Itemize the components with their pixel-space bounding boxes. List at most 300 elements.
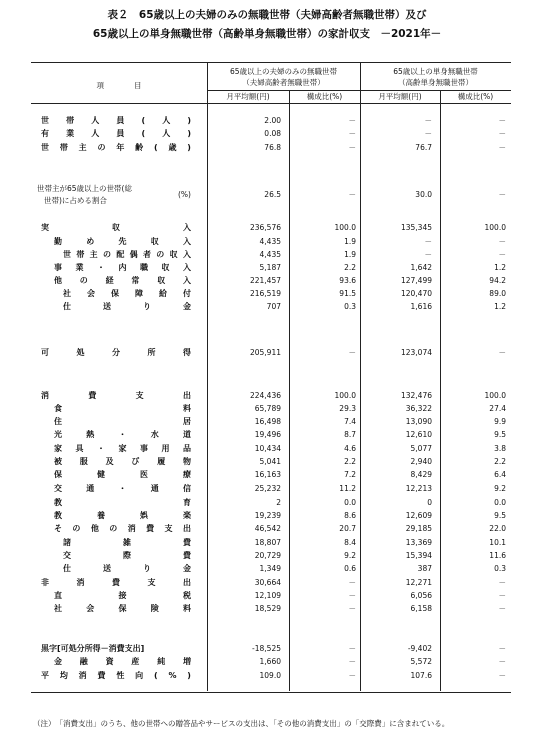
row-label-char: 得	[183, 348, 191, 357]
cell-single-monthly: －	[424, 129, 432, 138]
row-label-char: 障	[135, 289, 143, 298]
row-label-char: 業	[66, 129, 75, 138]
cell-couple-ratio: －	[348, 604, 356, 613]
cell-couple-ratio: －	[348, 644, 356, 653]
cell-single-monthly: 123,074	[400, 348, 432, 357]
row-label-char: 家	[118, 444, 127, 453]
row-label-char: 資	[105, 657, 114, 666]
header-group2-line2: （高齢単身無職世帯）	[398, 78, 473, 87]
cell-single-monthly: -9,402	[407, 644, 432, 653]
cell-single-monthly: 2,940	[410, 457, 432, 466]
row-label	[54, 236, 191, 248]
row-label-char: 金	[54, 657, 62, 666]
row-label-char: 保	[118, 604, 127, 613]
row-label	[54, 603, 191, 615]
row-label-char: の	[156, 250, 165, 259]
row-label-char: び	[131, 457, 140, 466]
row-label-char: 送	[103, 564, 111, 573]
header-divider	[207, 90, 511, 91]
row-label-char: 費	[112, 578, 120, 587]
cell-single-ratio: －	[498, 250, 506, 259]
row-label-char: 員	[116, 129, 125, 138]
cell-couple-monthly: 4,435	[259, 250, 281, 259]
row-label-char: 事	[54, 263, 62, 272]
cell-single-ratio: －	[498, 671, 506, 680]
row-label-char: 所	[147, 348, 156, 357]
cell-single-ratio: 9.2	[494, 484, 506, 493]
cell-couple-monthly: 221,457	[249, 276, 281, 285]
row-label	[54, 262, 191, 274]
cell-couple-ratio: －	[348, 116, 356, 125]
row-label-char: 入	[183, 223, 191, 232]
row-label-char: 被	[54, 457, 62, 466]
cell-couple-ratio: 0.6	[344, 564, 356, 573]
cell-couple-ratio: 91.5	[339, 289, 356, 298]
row-label-char: 勤	[54, 237, 62, 246]
row-label-char: (	[141, 129, 146, 138]
cell-single-ratio: 2.2	[494, 457, 506, 466]
cell-couple-monthly: 707	[266, 302, 281, 311]
row-label-char: 費	[97, 671, 106, 680]
cell-couple-monthly: 205,911	[249, 348, 281, 357]
row-label-char: 費	[88, 391, 97, 400]
row-label-char: 実	[41, 223, 49, 232]
header-ratio-1: 構成比(%)	[306, 92, 343, 101]
row-label-char: 居	[183, 417, 191, 426]
row-label-char: 楽	[183, 511, 191, 520]
row-label-char: 支	[164, 524, 173, 533]
row-label-char: 員	[116, 116, 125, 125]
cell-single-ratio: 0.3	[494, 564, 506, 573]
header-monthly-1: 月平均額(円)	[226, 92, 270, 101]
cell-single-ratio: 27.4	[489, 404, 506, 413]
row-label-char: 費	[183, 538, 191, 547]
cell-couple-monthly: 5,041	[259, 457, 281, 466]
row-label-char: 収	[161, 263, 170, 272]
row-label-char: の	[79, 276, 88, 285]
cell-single-ratio: 1.2	[494, 263, 506, 272]
cell-couple-monthly: 16,163	[254, 470, 281, 479]
col-divider-item	[207, 62, 208, 691]
row-label-char: 人	[91, 116, 100, 125]
row-label-char: 具	[75, 444, 84, 453]
cell-couple-ratio: 8.4	[344, 538, 356, 547]
row-label-char: 雑	[123, 538, 131, 547]
row-label-line2: 世帯)に占める割合	[44, 196, 107, 205]
row-label-char: 保	[54, 470, 62, 479]
cell-couple-monthly: 12,109	[254, 591, 281, 600]
row-label	[54, 590, 191, 602]
cell-couple-monthly: 25,232	[254, 484, 281, 493]
row-label-char: 熱	[86, 430, 95, 439]
row-label	[41, 670, 191, 682]
cell-couple-monthly: 5,187	[259, 263, 281, 272]
cell-couple-monthly: 1,660	[259, 657, 281, 666]
row-label	[63, 563, 191, 575]
row-label-char: 収	[112, 223, 120, 232]
row-label	[54, 656, 191, 668]
row-label	[54, 523, 191, 535]
cell-couple-monthly: 76.8	[264, 143, 281, 152]
col-divider-ratio2	[440, 90, 441, 691]
row-label-char: 内	[118, 263, 127, 272]
row-label-char: 平	[41, 671, 49, 680]
cell-single-monthly: 8,429	[410, 470, 432, 479]
header-group1-line2: （夫婦高齢者無職世帯）	[242, 78, 325, 87]
row-label	[54, 456, 191, 468]
cell-couple-ratio: 29.3	[339, 404, 356, 413]
row-label-char: 出	[182, 391, 191, 400]
row-label-char: 養	[97, 511, 105, 520]
row-label-char: 均	[59, 671, 68, 680]
cell-couple-ratio: 8.7	[344, 430, 356, 439]
row-label-char: 収	[150, 237, 159, 246]
row-label-char: 水	[150, 430, 159, 439]
row-label-char: 消	[127, 524, 136, 533]
footnote: （注） 「消費支出」のうち、他の世帯への贈答品やサービスの支出は、「その他の消費支出」の「交際費」に含まれている。	[33, 719, 450, 728]
row-label-char: 費	[183, 551, 191, 560]
row-label-char: 業	[75, 263, 84, 272]
row-label-char: 人	[162, 116, 171, 125]
cell-couple-ratio: －	[348, 591, 356, 600]
row-label-char: 料	[183, 604, 191, 613]
row-label-char: 社	[63, 289, 71, 298]
row-label-char: 年	[116, 143, 125, 152]
cell-single-monthly: 12,271	[405, 578, 432, 587]
row-label	[41, 577, 191, 589]
cell-couple-ratio: －	[348, 348, 356, 357]
cell-single-monthly: 5,572	[410, 657, 432, 666]
row-label-char: の	[72, 524, 81, 533]
cell-single-monthly: 132,476	[400, 391, 432, 400]
row-label-char: 純	[157, 657, 166, 666]
row-label: 世帯主が65歳以上の世帯(総	[37, 184, 132, 193]
row-label-char: の	[102, 250, 111, 259]
header-group2-line1: 65歳以上の単身無職世帯	[393, 67, 478, 76]
cell-couple-ratio: －	[348, 671, 356, 680]
row-label	[54, 483, 191, 495]
cell-single-ratio: －	[498, 143, 506, 152]
cell-single-monthly: 76.7	[415, 143, 432, 152]
cell-couple-ratio: 1.9	[344, 250, 356, 259]
row-label-char: 収	[169, 250, 178, 259]
cell-single-ratio: 0.0	[494, 498, 506, 507]
row-label-char: の	[109, 524, 118, 533]
row-label-char: 人	[162, 129, 171, 138]
row-label-char: 道	[183, 430, 191, 439]
row-label-char: 世	[63, 250, 71, 259]
row-label-char: 消	[76, 578, 85, 587]
row-label-char: め	[86, 237, 95, 246]
row-label-char: 増	[182, 657, 191, 666]
cell-couple-monthly: 216,519	[249, 289, 281, 298]
row-label-char: 医	[140, 470, 148, 479]
row-label-char: 物	[182, 457, 191, 466]
cell-single-ratio: 11.6	[489, 551, 506, 560]
cell-couple-monthly: 46,542	[254, 524, 281, 533]
table-title-line1: 表２ 65歳以上の夫婦のみの無職世帯（夫婦高齢者無職世帯）及び	[107, 9, 427, 21]
row-label-char: 家	[54, 444, 62, 453]
row-label-char: 性	[116, 671, 125, 680]
row-label-char: 会	[86, 604, 95, 613]
row-label	[54, 497, 191, 509]
row-label-char: 他	[54, 276, 62, 285]
row-label-char: 育	[183, 498, 191, 507]
row-label-char: 教	[54, 498, 62, 507]
cell-couple-ratio: 8.6	[344, 511, 356, 520]
header-item: 項 目	[96, 81, 142, 90]
row-label-char: そ	[54, 524, 62, 533]
row-label-char: 者	[142, 250, 151, 259]
cell-single-ratio: 6.4	[494, 470, 506, 479]
row-label-char: 健	[97, 470, 105, 479]
cell-couple-ratio: 20.7	[339, 524, 356, 533]
row-label-char: 事	[140, 444, 148, 453]
cell-couple-monthly: 26.5	[264, 190, 281, 199]
row-label-char: 仕	[63, 564, 71, 573]
row-label-char: 品	[183, 444, 191, 453]
row-label-char: 食	[54, 404, 62, 413]
cell-single-monthly: 0	[427, 498, 432, 507]
cell-couple-ratio: 2.2	[344, 457, 356, 466]
row-label	[54, 469, 191, 481]
row-label-char: ・	[118, 430, 127, 439]
row-label-char: 交	[63, 551, 71, 560]
row-label-char: 出	[182, 524, 191, 533]
table-title-line2: 65歳以上の単身無職世帯（高齢単身無職世帯）の家計収支 －2021年－	[92, 28, 442, 40]
row-label-char: )	[187, 671, 191, 680]
row-label-char: 教	[54, 511, 62, 520]
row-label-char: 用	[161, 444, 170, 453]
row-label	[54, 416, 191, 428]
row-label-char: 世	[41, 116, 49, 125]
row-label-char: 支	[147, 578, 156, 587]
cell-single-monthly: 387	[417, 564, 432, 573]
row-label	[63, 301, 191, 313]
row-label-char: 産	[131, 657, 140, 666]
row-label-char: り	[143, 564, 151, 573]
row-label-char: 入	[183, 263, 191, 272]
row-label-char: 会	[87, 289, 95, 298]
row-label-char: 経	[105, 276, 114, 285]
row-label-char: 消	[78, 671, 87, 680]
row-label-char: 通	[86, 484, 95, 493]
row-label	[41, 128, 191, 140]
cell-couple-monthly: 2.00	[264, 116, 281, 125]
row-label-char: 服	[79, 457, 88, 466]
cell-single-ratio: －	[498, 657, 506, 666]
row-label-char: 険	[150, 604, 159, 613]
cell-single-ratio: 22.0	[489, 524, 506, 533]
header-bottom-rule	[31, 103, 511, 104]
cell-single-ratio: 9.5	[494, 430, 506, 439]
cell-single-monthly: 15,394	[405, 551, 432, 560]
row-label-char: 処	[76, 348, 85, 357]
row-label-char: 金	[183, 302, 191, 311]
cell-single-monthly: 29,185	[405, 524, 432, 533]
row-label-char: 付	[183, 289, 191, 298]
row-label	[41, 390, 191, 402]
row-label-char: 費	[146, 524, 155, 533]
cell-couple-monthly: 10,434	[254, 444, 281, 453]
row-label-char: 主	[78, 143, 87, 152]
cell-single-monthly: 36,322	[405, 404, 432, 413]
row-label-char: 帯	[76, 250, 85, 259]
cell-single-ratio: 9.5	[494, 511, 506, 520]
row-label-char: 消	[41, 391, 49, 400]
row-label-char: り	[143, 302, 151, 311]
row-label-char: 先	[118, 237, 127, 246]
row-label-char: (	[153, 143, 158, 152]
row-label-char: ・	[118, 484, 127, 493]
col-divider-group	[360, 62, 361, 691]
cell-single-ratio: 100.0	[484, 223, 506, 232]
row-label-char: 歳	[168, 143, 177, 152]
cell-couple-monthly: 0.08	[264, 129, 281, 138]
cell-couple-monthly: 30,664	[254, 578, 281, 587]
row-label-char: の	[97, 143, 106, 152]
cell-single-ratio: 10.1	[489, 538, 506, 547]
row-label-char: 交	[54, 484, 62, 493]
cell-couple-ratio: 11.2	[339, 484, 356, 493]
col-divider-ratio1	[289, 90, 290, 691]
cell-couple-ratio: －	[348, 657, 356, 666]
row-label-char: )	[187, 143, 191, 152]
row-label	[63, 537, 191, 549]
header-ratio-2: 構成比(%)	[457, 92, 494, 101]
row-label: 黒字[可処分所得－消費支出]	[41, 644, 145, 653]
row-label-char: ・	[97, 444, 105, 453]
cell-couple-ratio: 7.4	[344, 417, 356, 426]
row-label-char: 他	[90, 524, 99, 533]
row-label	[54, 429, 191, 441]
cell-couple-ratio: －	[348, 578, 356, 587]
row-label-char: 入	[182, 276, 191, 285]
cell-single-ratio: －	[498, 591, 506, 600]
row-label-char: 偶	[129, 250, 138, 259]
row-label	[63, 550, 191, 562]
row-label-char: 金	[183, 564, 191, 573]
cell-single-ratio: 89.0	[489, 289, 506, 298]
cell-single-monthly: 13,369	[405, 538, 432, 547]
row-label-char: 住	[54, 417, 62, 426]
cell-single-ratio: －	[498, 644, 506, 653]
cell-single-monthly: 1,642	[410, 263, 432, 272]
row-label-char: 給	[159, 289, 167, 298]
row-label-char: (	[141, 116, 146, 125]
row-label-char: (	[153, 671, 158, 680]
cell-single-ratio: 1.2	[494, 302, 506, 311]
row-label-char: 配	[116, 250, 125, 259]
cell-single-ratio: 9.9	[494, 417, 506, 426]
cell-couple-ratio: －	[348, 129, 356, 138]
row-label-char: 送	[103, 302, 111, 311]
cell-couple-ratio: 0.3	[344, 302, 356, 311]
row-label-char: 出	[183, 578, 191, 587]
row-label	[41, 222, 191, 234]
cell-couple-monthly: 109.0	[259, 671, 281, 680]
row-label-char: 融	[79, 657, 88, 666]
cell-couple-ratio: 100.0	[334, 391, 356, 400]
row-label-char: 娯	[140, 511, 148, 520]
row-label-char: 料	[183, 404, 191, 413]
cell-couple-ratio: 9.2	[344, 551, 356, 560]
row-label-char: )	[187, 129, 191, 138]
row-label	[54, 443, 191, 455]
cell-single-monthly: 1,616	[410, 302, 432, 311]
row-label-char: 向	[135, 671, 144, 680]
row-unit: (%)	[178, 190, 191, 199]
row-label-char: ・	[97, 263, 105, 272]
cell-couple-monthly: -18,525	[252, 644, 281, 653]
cell-couple-monthly: 18,807	[254, 538, 281, 547]
cell-couple-monthly: 16,498	[254, 417, 281, 426]
cell-single-monthly: 30.0	[415, 190, 432, 199]
cell-single-ratio: －	[498, 129, 506, 138]
row-label	[41, 115, 191, 127]
row-label-char: 接	[118, 591, 127, 600]
row-label-char: 主	[89, 250, 98, 259]
cell-couple-monthly: 20,729	[254, 551, 281, 560]
row-label-char: 通	[150, 484, 159, 493]
cell-couple-monthly: 4,435	[259, 237, 281, 246]
cell-couple-ratio: 2.2	[344, 263, 356, 272]
cell-couple-monthly: 2	[276, 498, 281, 507]
cell-single-ratio: －	[498, 116, 506, 125]
row-label-char: 仕	[63, 302, 71, 311]
cell-single-monthly: 120,470	[400, 289, 432, 298]
cell-single-ratio: －	[498, 348, 506, 357]
cell-single-ratio: －	[498, 237, 506, 246]
row-label-char: 及	[105, 457, 114, 466]
cell-single-monthly: －	[424, 250, 432, 259]
row-label	[54, 403, 191, 415]
row-label-char: 帯	[59, 143, 68, 152]
row-label-char: %	[168, 671, 177, 680]
row-label-char: )	[187, 116, 191, 125]
row-label	[63, 249, 191, 261]
cell-single-monthly: －	[424, 237, 432, 246]
row-label-char: 世	[41, 143, 49, 152]
cell-single-ratio: －	[498, 578, 506, 587]
cell-single-monthly: 5,077	[410, 444, 432, 453]
cell-single-monthly: 6,056	[410, 591, 432, 600]
cell-single-monthly: 127,499	[400, 276, 432, 285]
cell-couple-ratio: －	[348, 190, 356, 199]
row-label-char: 療	[183, 470, 191, 479]
row-label-char: 分	[112, 348, 120, 357]
cell-couple-ratio: 4.6	[344, 444, 356, 453]
row-label-char: 職	[140, 263, 148, 272]
cell-single-monthly: 12,610	[405, 430, 432, 439]
cell-couple-ratio: 7.2	[344, 470, 356, 479]
cell-single-monthly: 107.6	[410, 671, 432, 680]
cell-couple-monthly: 19,496	[254, 430, 281, 439]
cell-single-monthly: 6,158	[410, 604, 432, 613]
row-label	[54, 275, 191, 287]
cell-single-monthly: 13,090	[405, 417, 432, 426]
cell-couple-monthly: 18,529	[254, 604, 281, 613]
row-label-char: 入	[182, 250, 191, 259]
row-label-char: 社	[54, 604, 62, 613]
row-label-char: 光	[54, 430, 62, 439]
cell-single-ratio: 94.2	[489, 276, 506, 285]
cell-couple-monthly: 1,349	[259, 564, 281, 573]
cell-single-monthly: 12,213	[405, 484, 432, 493]
cell-single-ratio: 3.8	[494, 444, 506, 453]
row-label-char: 保	[111, 289, 119, 298]
row-label-char: 直	[54, 591, 62, 600]
